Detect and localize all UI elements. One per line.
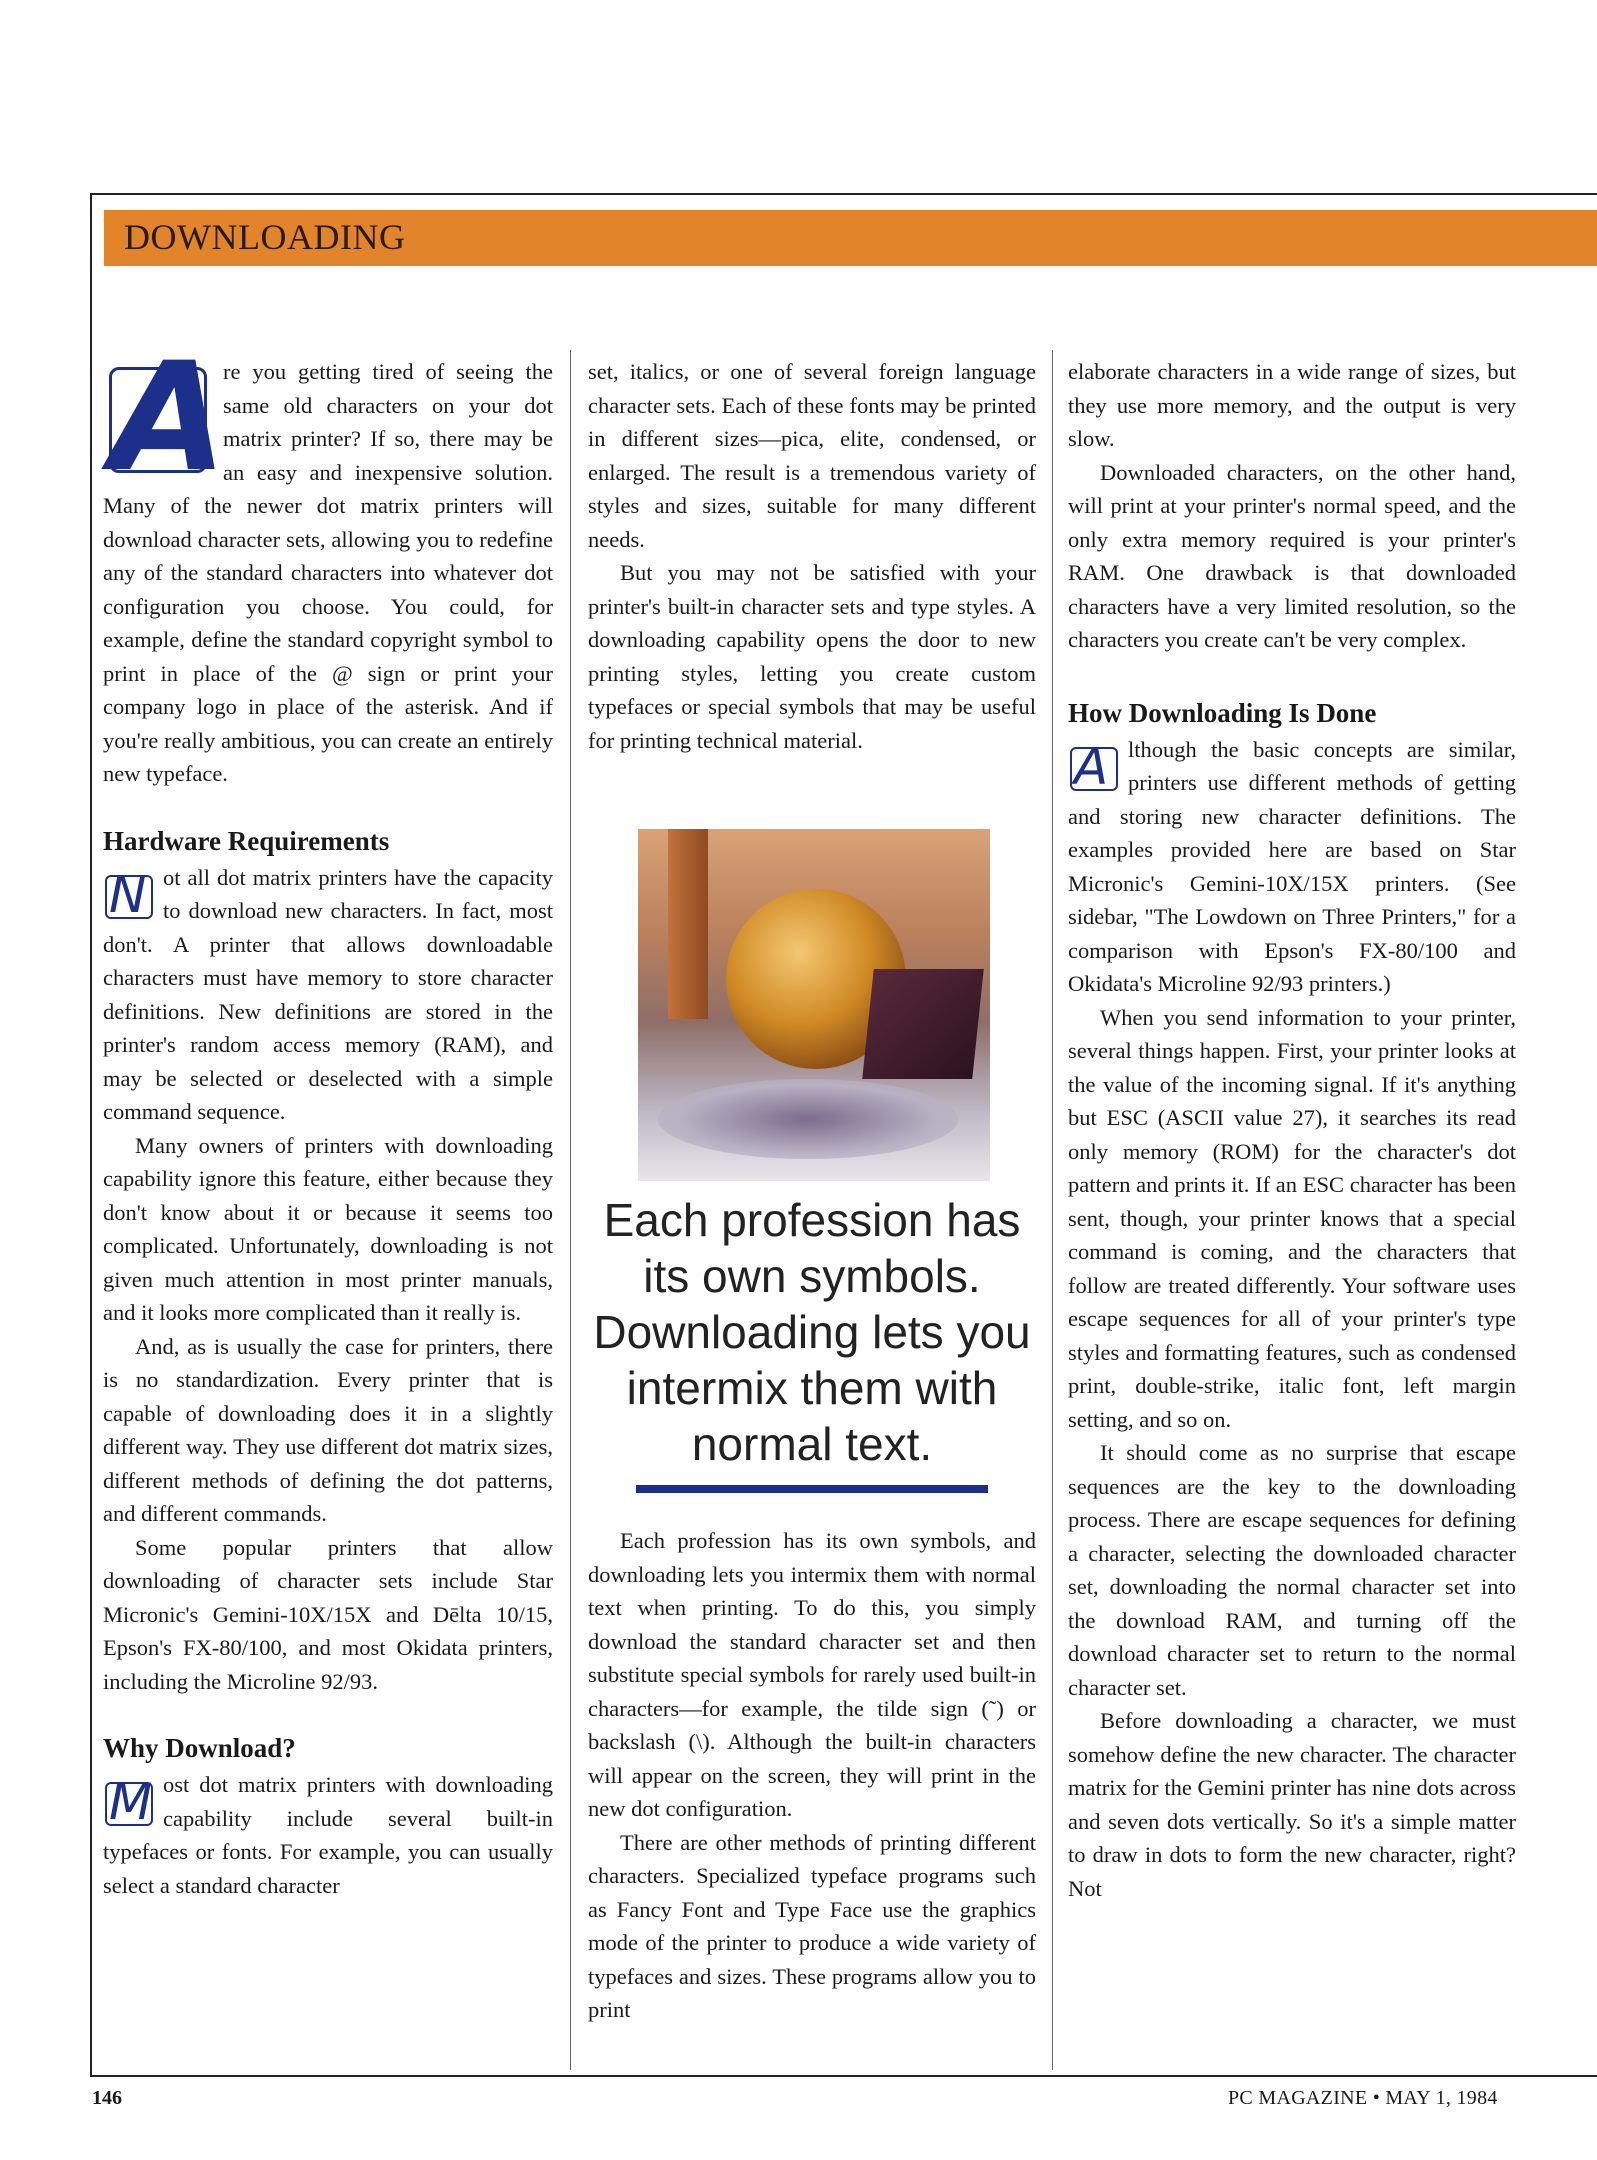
column-2 xyxy=(588,355,1036,757)
drop-cap xyxy=(103,1774,155,1830)
paragraph: But you may not be satisfied with your printer's built-in character sets and type styles. A downloading capability opens the door to new printing styles, letting you create custom typefaces or special symbols that may be useful for printing technical material. xyxy=(588,560,1036,753)
drop-cap xyxy=(1068,739,1120,795)
drop-cap xyxy=(103,867,155,923)
paragraph: Before downloading a character, we must somehow define the new character. The character matrix for the Gemini printer has nine dots across and seven dots vertically. So it's a simple matter to draw in dots to form the new character, right? Not xyxy=(1068,1708,1516,1901)
paragraph: re you getting tired of seeing the same old characters on your dot matrix printer? If so, there may be an easy and inexpensive solution. Many of the newer dot matrix printers will download character sets, allowing you to redefine any of the standard characters into whatever dot configuration you choose. You could, for example, define the standard copyright symbol to print in place of the @ sign or print your company logo in place of the asterisk. And if you're really ambitious, you can create an entirely new typeface. xyxy=(103,359,553,786)
column-1 xyxy=(103,331,553,1902)
pull-quote: Each profession has its own symbols. Downloading lets you intermix them with normal text. xyxy=(593,1194,1031,1470)
column-rule xyxy=(1052,350,1053,2070)
paragraph: Each profession has its own symbols, and downloading lets you intermix them with normal text when printing. To do this, you simply download the standard character set and then substitute special symbols for rarely used built-in characters—for example, the tilde sign (˜) or backslash (\). Although the built-in characters will appear on the screen, they will print in the new dot configuration. xyxy=(588,1528,1036,1821)
drop-cap-letter: A xyxy=(111,331,228,505)
section-banner xyxy=(104,210,1597,266)
drop-cap-letter: M xyxy=(109,1773,153,1831)
illustration-photo xyxy=(638,829,990,1181)
publication-footer: PC MAGAZINE • MAY 1, 1984 xyxy=(1228,2087,1498,2109)
paragraph: ost dot matrix printers with downloading capability include several built-in typefaces or fonts. For example, you can usually select a standard character xyxy=(103,1772,553,1898)
column-rule xyxy=(570,350,571,2070)
paragraph: It should come as no surprise that escape sequences are the key to the downloading process. There are escape sequences for defining a character, selecting the downloaded character set, downloading the normal character set into the download RAM, and turning off the download character set to return to the normal character set. xyxy=(1068,1440,1516,1700)
page-number: 146 xyxy=(92,2087,122,2109)
paragraph: And, as is usually the case for printers, there is no standardization. Every printer that is capable of downloading does it in a slightly different way. They use different dot matrix sizes, different methods of defining the dot patterns, and different commands. xyxy=(103,1333,553,1526)
paragraph: set, italics, or one of several foreign language character sets. Each of these fonts may be printed in different sizes—pica, elite, condensed, or enlarged. The result is a tremendous variety of styles and sizes, suitable for many different needs. xyxy=(588,359,1036,552)
subhead-hardware: Hardware Requirements xyxy=(103,825,390,856)
column-2-lower xyxy=(588,1524,1036,2027)
drop-cap-letter: A xyxy=(1074,737,1109,796)
drop-cap xyxy=(103,331,228,505)
paragraph: Downloaded characters, on the other hand, will print at your printer's normal speed, and the only extra memory required is your printer's RAM. One drawback is that downloaded characters have a very limited resolution, so the characters you create can't be very complex. xyxy=(1068,459,1516,652)
photo-cube xyxy=(862,969,984,1079)
drop-cap-letter: N xyxy=(109,865,147,924)
photo-shadow xyxy=(658,1079,958,1159)
paragraph: elaborate characters in a wide range of sizes, but they use more memory, and the output is very slow. xyxy=(1068,359,1516,451)
column-3 xyxy=(1068,355,1516,1905)
paragraph: lthough the basic concepts are similar, printers use different methods of getting and storing new character definitions. The examples provided here are based on Star Micronic's Gemini-10X/15X printers. (See sidebar, "The Lowdown on Three Printers," for a comparison with Epson's FX-80/100 and Okidata's Microline 92/93 printers.) xyxy=(1068,736,1516,996)
paragraph: When you send information to your printer, several things happen. First, your printer looks at the value of the incoming signal. If it's anything but ESC (ASCII value 27), it searches its read only memory (ROM) for the character's dot pattern and prints it. If an ESC character has been sent, though, your printer knows that a special command is coming, and the characters that follow are treated differently. Your software uses escape sequences for all of your printer's type styles and formatting features, such as condensed print, double-strike, italic font, left margin setting, and so on. xyxy=(1068,1004,1516,1432)
photo-rod xyxy=(668,829,708,1019)
paragraph: Many owners of printers with downloading capability ignore this feature, either because they don't know about it or because it seems too complicated. Unfortunately, downloading is not given much attention in most printer manuals, and it looks more complicated than it really is. xyxy=(103,1132,553,1325)
subhead-why: Why Download? xyxy=(103,1733,296,1763)
subhead-how: How Downloading Is Done xyxy=(1068,697,1377,728)
pull-quote-rule xyxy=(636,1485,988,1493)
section-title: DOWNLOADING xyxy=(124,217,406,257)
paragraph: Some popular printers that allow downloading of character sets include Star Micronic's Gemini-10X/15X and Dēlta 10/15, Epson's FX-80/100, and most Okidata printers, including the Microline 92/93. xyxy=(103,1534,553,1694)
paragraph: There are other methods of printing different characters. Specialized typeface programs such as Fancy Font and Type Face use the graphics mode of the printer to produce a wide variety of typefaces and sizes. These programs allow you to print xyxy=(588,1829,1036,2022)
paragraph: ot all dot matrix printers have the capacity to download new characters. In fact, most don't. A printer that allows downloadable characters must have memory to store character definitions. New definitions are stored in the printer's random access memory (RAM), and may be selected or deselected with a simple command sequence. xyxy=(103,864,553,1124)
